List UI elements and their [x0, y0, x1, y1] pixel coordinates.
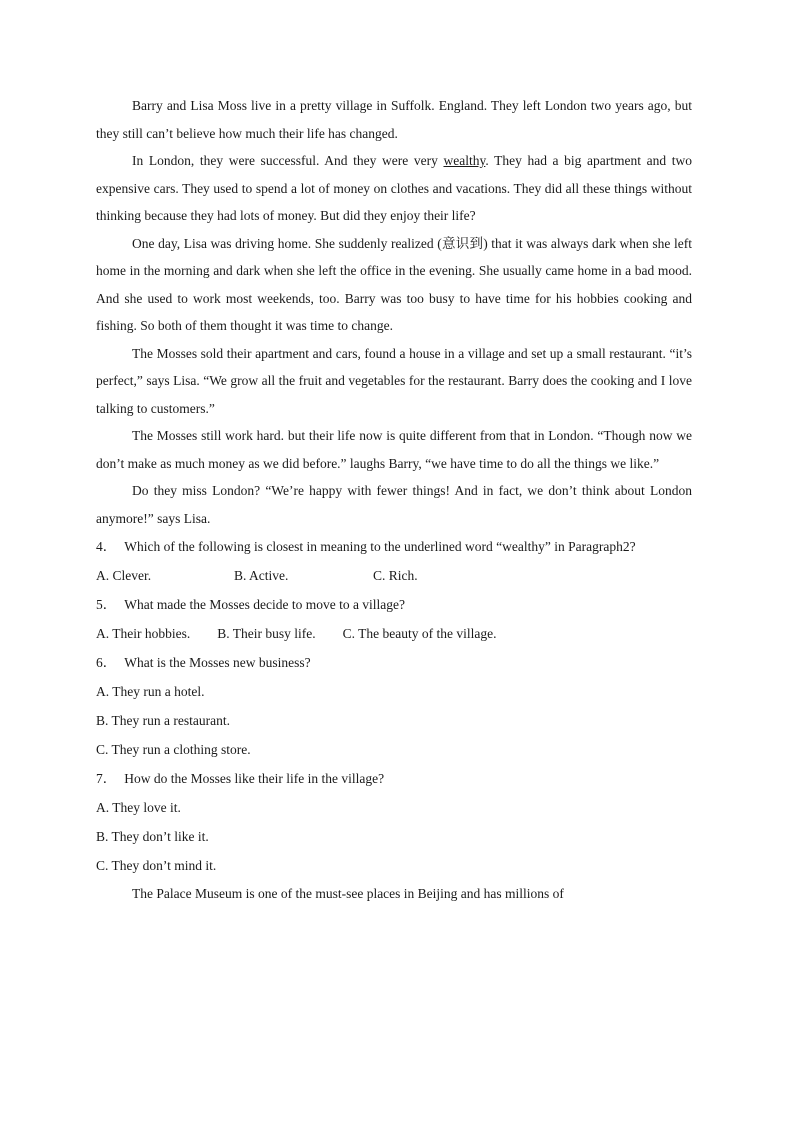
question-5 — [96, 590, 692, 619]
option-c[interactable]: C. Rich. — [373, 568, 418, 583]
question-text: How do the Mosses like their life in the village? — [124, 771, 385, 786]
passage1-paragraph-3: One day, Lisa was driving home. She suddenly realized (意识到) that it was always dark when she left home in the morning and dark when she left the office in the evening. She usually came home in a bad mood. And she used to work most weekends, too. Barry was too busy to have time for his hobbies cooking and fishing. So both of them thought it was time to change. — [96, 235, 692, 333]
passage1-paragraph-5: The Mosses still work hard. but their life now is quite different from that in London. “Though now we don’t make as much money as we did before.” laughs Barry, “we have time to do all the things we like.” — [96, 428, 692, 471]
question-text: What made the Mosses decide to move to a village? — [124, 597, 406, 612]
option-b[interactable]: B. They run a restaurant. — [96, 713, 230, 728]
option-a[interactable]: A. They run a hotel. — [96, 684, 205, 699]
option-b[interactable]: B. Active. — [234, 568, 289, 583]
question-text: Which of the following is closest in meaning to the underlined word “wealthy” in Paragraph2? — [124, 539, 636, 554]
question-5-options — [96, 619, 692, 648]
document-content — [96, 92, 692, 908]
passage1-paragraph-1: Barry and Lisa Moss live in a pretty village in Suffolk. England. They left London two years ago, but they still can’t believe how much their life has changed. — [96, 98, 692, 141]
question-number: 4． — [96, 539, 117, 554]
option-c[interactable]: C. The beauty of the village. — [342, 626, 497, 641]
paragraph-2-text-start: In London, they were successful. And they were very — [132, 153, 444, 168]
passage1-paragraph-6: Do they miss London? “We’re happy with fewer things! And in fact, we don’t think about London anymore!” says Lisa. — [96, 483, 692, 526]
question-number: 5． — [96, 597, 117, 612]
passage1-paragraph-4: The Mosses sold their apartment and cars, found a house in a village and set up a small restaurant. “it’s perfect,” says Lisa. “We grow all the fruit and vegetables for the restaurant. Barry does the cooking and I love talking to customers.” — [96, 345, 692, 416]
question-number: 6． — [96, 655, 117, 670]
underlined-word: wealthy — [443, 153, 486, 168]
option-a[interactable]: A. Their hobbies. — [96, 626, 191, 641]
option-b[interactable]: B. They don’t like it. — [96, 829, 209, 844]
option-b[interactable]: B. Their busy life. — [217, 626, 316, 641]
question-4-options — [96, 561, 692, 590]
question-7 — [96, 764, 692, 793]
option-a[interactable]: A. They love it. — [96, 800, 181, 815]
paragraph-2-text-end: . They had a big apartment and two expensive cars. They used to spend a lot of money on clothes and vacations. They did all these things without thinking because they had lots of money. But did they enjoy their life? — [96, 153, 692, 223]
option-c[interactable]: C. They don’t mind it. — [96, 858, 217, 873]
option-a[interactable]: A. Clever. — [96, 568, 152, 583]
passage2-paragraph-1: The Palace Museum is one of the must-see places in Beijing and has millions of — [132, 886, 564, 901]
passage1-paragraph-2 — [96, 147, 692, 230]
question-4 — [96, 532, 692, 561]
question-number: 7． — [96, 771, 117, 786]
question-6 — [96, 648, 692, 677]
question-text: What is the Mosses new business? — [124, 655, 311, 670]
option-c[interactable]: C. They run a clothing store. — [96, 742, 251, 757]
